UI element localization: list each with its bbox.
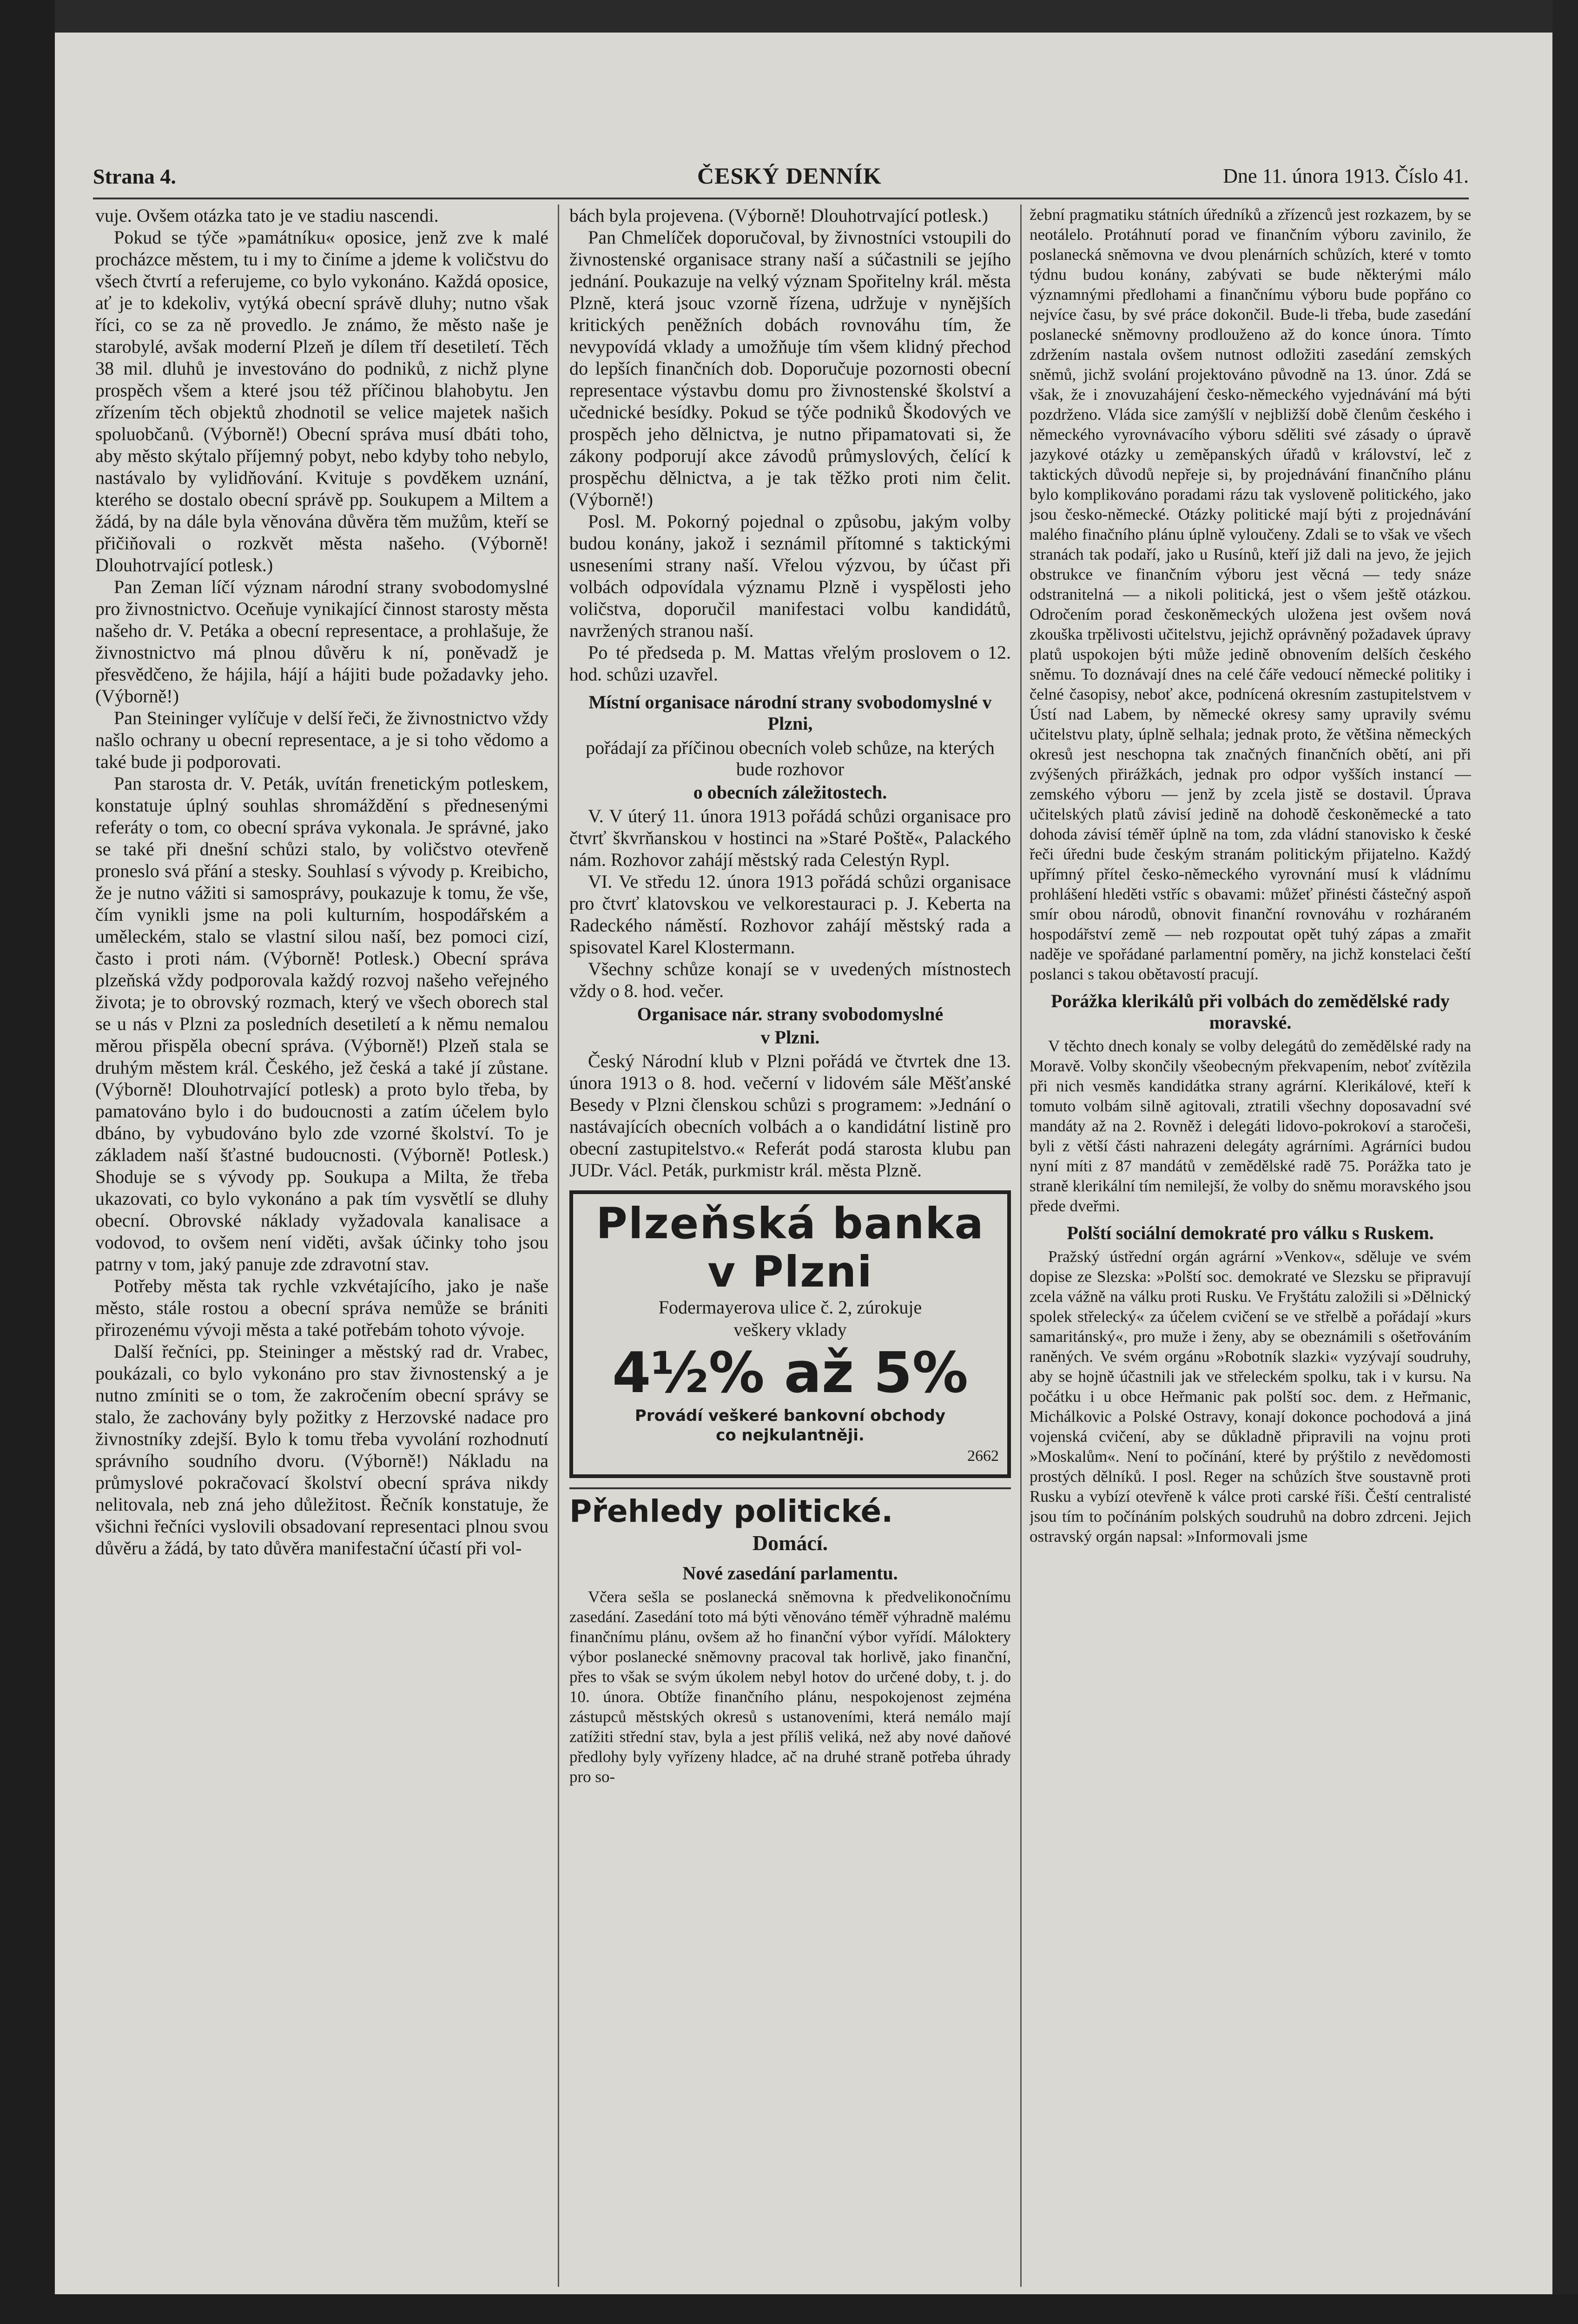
section-title: Přehledy politické. bbox=[569, 1487, 1011, 1530]
ad-number: 2662 bbox=[967, 1447, 999, 1465]
paragraph: Pan Chmelíček doporučoval, by živnostníci vstoupili do živnostenské organisace strany naší a súčastnili se jejího jednání. Poukazuje na velký význam Spořitelny král. města Plzně, která jsouc vzorně řízena, udržuje v nynějších kritických peněžních dobách rovnováhu tím, že nevypovídá vklady a umožňuje tím všem klidný přechod do lepších finančních dob. Doporučuje pozornosti obecní representace výstavbu domu pro živnostenské školství a učednické besídky. Pokud se týče podniků Škodových ve prospěch jeho dělnictva, je nutno připamatovati si, že zákony podporují akce závodů průmyslových, čelící k prospěchu dělnictva, a je tak těžko proti nim čelit. (Výborně!) bbox=[569, 227, 1011, 510]
paragraph: Český Národní klub v Plzni pořádá ve čtvrtek dne 13. února 1913 o 8. hod. večerní v lidovém sále Měšťanské Besedy v Plzni členskou schůzi s programem: »Jednání o nastávajících obecních volbách a o kandidátní listině pro obecní zastupitelstvo.« Referát podá starosta klubu pan JUDr. Václ. Peták, purkmistr král. města Plzně. bbox=[569, 1050, 1011, 1181]
column-3 bbox=[1030, 205, 1471, 2287]
paragraph: Pokud se týče »památníku« oposice, jenž zve k malé procházce městem, tu i my to činíme a jdeme k voličstvu do všech čtvrtí a referujeme, co bylo vykonáno. Každá oposice, ať je to kdekoliv, vytýká obecní správě dluhy; nutno však říci, co se za ně provedlo. Je známo, že město naše je starobylé, avšak moderní Plzeň je dílem tří desetiletí. Těch 38 mil. dluhů je investováno do podniků, z nichž plyne prospěch všem a které jsou též příčinou blahobytu. Jen zřízením těch objektů zhodnotil se velice majetek našich spoluobčanů. (Výborně!) Obecní správa musí dbáti toho, aby město skýtalo příjemný pobyt, nebo kdyby toho nebylo, nastávalo by vylidňování. Kvituje s povděkem uznání, kterého se dostalo obecní správě pp. Soukupem a Miltem a žádá, by na dále byla věnována důvěra těm mužům, kteří se přičiňovali o rozkvět města našeho. (Výborně! Dlouhotrvající potlesk.) bbox=[95, 227, 548, 575]
paragraph: V. V úterý 11. února 1913 pořádá schůzi organisace pro čtvrť škvrňanskou v hostinci na »Staré Poště«, Palackého nám. Rozhovor zahájí městský rada Celestýn Rypl. bbox=[569, 805, 1011, 870]
column-divider bbox=[558, 205, 559, 2287]
ad-footer: co nejkulantněji. bbox=[716, 1426, 865, 1445]
paragraph: Další řečníci, pp. Steininger a městský rad dr. Vrabec, poukázali, co bylo vykonáno pro stav živnostenský a je nutno zmíniti se o tom, že zakročením obecní správy se stalo, že zachovány byly požitky z Herzovské nadace pro živnostníky zdejší. Bylo k tomu třeba vyvolání rozhodnutí správního soudního dvoru. (Výborně!) Nákladu na průmyslové pokračovací školství obecní správa nikdy nelitovala, neb zná jeho důležitost. Řečník konstatuje, že všichni řečníci vyslovili obsadovaní representaci plnou svou důvěru a žádá, by tato důvěra manifestační účastí při vol- bbox=[95, 1341, 548, 1558]
paragraph: Pan Zeman líčí význam národní strany svobodomyslné pro živnostnictvo. Oceňuje vynikající činnost starosty města našeho dr. V. Petáka a obecní representace, a prohlašuje, že živnostnictvo má plnou důvěru k ní, poněvadž je přesvědčeno, že hájila, hájí a hájiti bude požadavky jeho. (Výborně!) bbox=[95, 576, 548, 706]
masthead-title: ČESKÝ DENNÍK bbox=[697, 163, 882, 189]
article-title: Nové zasedání parlamentu. bbox=[682, 1563, 898, 1584]
notice-signature: Organisace nár. strany svobodomyslné bbox=[637, 1004, 944, 1024]
ad-interest-rate: 4½% až 5% bbox=[612, 1341, 969, 1406]
paragraph: Pan Steininger vylíčuje v delší řeči, že živnostnictvo vždy našlo ochrany u obecní representace, a je si toho vědomo a také bude ji podporovati. bbox=[95, 707, 548, 772]
column-2 bbox=[569, 205, 1011, 2287]
ad-title: v Plzni bbox=[707, 1247, 873, 1297]
page-number: Strana 4. bbox=[93, 165, 176, 188]
paragraph: Pražský ústřední orgán agrární »Venkov«, sděluje ve svém dopise ze Slezska: »Polští soc. demokraté ve Slezsku se připravují zcela vážně na válku proti Rusku. Ve Fryštátu založili si »Dělnický spolek střelecký« za účelem cvičení se ve střelbě a pořádají »kurs samaritánský«, pro muže i ženy, aby se obeznámili s ošetřováním raněných. Ve svém orgánu »Robotník slazki« vyzývají soudruhy, aby se hojně účastnili jak ve střeleckém spolku, tak i v kursu. Na počátku i u obce Heřmanic pak polští soc. dem. z Heřmanic, Michálkovic a Polské Ostravy, konají dokonce pochodová a jiná vojenská cvičení, aby se důkladně připravili na vojnu proti »Moskalům«. Není to počínání, které by prýštilo z nevědomosti prostých dělníků. I posl. Reger na schůzích štve soustavně proti Rusku a vybízí otevřeně k válce proti carské říši. Čeští centralisté jsou tím to počínáním polských soudruhů na dobro zdrceni. Jejich ostravský orgán napsal: »Informovali jsme bbox=[1030, 1248, 1471, 1545]
notice-signature: v Plzni. bbox=[760, 1027, 820, 1048]
ad-footer: Provádí veškeré bankovní obchody bbox=[634, 1406, 946, 1425]
paragraph: žební pragmatiku státních úředníků a zřízenců jest rozkazem, by se neotálelo. Protáhnutí porad ve finančním výboru zavinilo, že poslanecká sněmovna ve dvou plenárních schůzích, které v tomto týdnu budou konány, zabývati se bude některými málo významnými předlohami a finančnímu výboru bude popřáno co nejvíce času, by své práce dokončil. Bude-li třeba, bude zasedání poslanecké sněmovny prodlouženo až do konce února. Tímto zdržením nastala ovšem nutnost odložiti zasedání zemských sněmů, jichž svolání projektováno původně na 13. únor. Zdá se však, že i znovuzahájení česko-německého vyjednávání má býti pozdrženo. Vláda sice zamýšlí v nejbližší době členům českého i německého vyrovnávacího výboru sděliti své zásady o úpravě jazykové otázky u zeměpanských úřadů v království, leč z taktických důvodů nepřeje si, by projednávání finančního plánu bylo komplikováno poradami rázu tak vysloveně politického, jako jsou česko-německé. Otázky politické mají býti z projednávání malého finačního plánu úplně vyloučeny. Zdali se to však ve všech stranách tak podaří, jako u Rusínů, kteří již dali na jevo, že jejich obstrukce ve finančním výboru jest věcná — tedy snáze odstranitelná — a nikoli politická, jest o všem ještě otázkou. Odročením porad českoněmeckých uložena jest ovšem nová zkouška trpělivosti učitelstvu, jejichž oprávněný požadavek úpravy platů uspokojen býti může jedině obnovením delších českého sněmu. To doznávají dnes na celé čáře vedoucí německé politiky i čelné časopisy, neboť akce, podnícená okresním zastupitelstvem v Ústí nad Labem, by německé okresy samy upravily svému učitelstvu platy, úplně selhala; jednak proto, že většina německých okresů jest neschopna tak značných finančních obětí, ani při zvýšených přirážkách, jednak pro odpor vyšších instancí — zemského výboru — jenž by zcela jistě se dostavil. Úprava učitelských platů závisí jedině na dohodě českoněmecké a tato dohoda závisí téměř úplně na tom, zda vládní stanovisko k české řeči úředni bude českým stranám politickým přijatelno. Každý upřímný přítel česko-německého vyrovnání musí k vládnímu prohlášení hleděti vstříc s obavami: můžeť přinésti částečný aspoň smír obou národů, obnovit finanční rovnováhu v rozháraném hospodářství země — neb rozpoutat opět tuhý zápas a zmařit naděje ve spořádané parlamentní poměry, na jichž konstelaci čeští poslanci s takou obětavostí pracují. bbox=[1030, 205, 1471, 983]
paragraph: bách byla projevena. (Výborně! Dlouhotrvající potlesk.) bbox=[569, 205, 988, 226]
date-issue: Dne 11. února 1913. Číslo 41. bbox=[1223, 165, 1469, 187]
scan-border-left bbox=[0, 0, 55, 2324]
notice-subtitle: o obecních záležitostech. bbox=[693, 782, 887, 803]
ad-deposits: veškery vklady bbox=[733, 1319, 847, 1340]
scan-border-top bbox=[0, 0, 1578, 33]
ad-address: Fodermayerova ulice č. 2, zúrokuje bbox=[658, 1297, 922, 1318]
column-1 bbox=[95, 205, 548, 2287]
notice-title: Místní organisace národní strany svobodomyslné v Plzni, bbox=[588, 692, 992, 734]
paragraph: Včera sešla se poslanecká sněmovna k předvelikonočnímu zasedání. Zasedání toto má býti věnováno téměř výhradně malému finančnímu plánu, ovšem až ho finanční výbor vyřídí. Máloktery výbor poslanecké sněmovny pracoval tak horlivě, jako finanční, přes to však se svým úkolem nebyl hotov do určené doby, t. j. do 10. února. Obtíže finančního plánu, nespokojenost zejména zástupců městských okresů s ustanoveními, která nemálo mají zatížiti střední stav, byla a jest příliš veliká, než aby nové daňové předlohy byly vyřízeny hladce, ač na druhé straně potřeba úhrady pro so- bbox=[569, 1588, 1011, 1786]
page-header bbox=[93, 160, 1469, 199]
subsection-title: Domácí. bbox=[752, 1531, 828, 1555]
bank-advertisement bbox=[569, 1190, 1011, 1478]
paragraph: Pan starosta dr. V. Peták, uvítán frenetickým potleskem, konstatuje úplný souhlas shromáždění s přednesenými referáty o tom, co obecní správa vykonala. Je správné, jako se také při dnešní schůzi stalo, by voličstvo otevřeně proneslo svá přání a stesky. Souhlasí s vývody p. Kreibicho, že je nutno vážiti si samosprávy, poukazuje k tomu, že vše, čím vynikli jsme na poli kulturním, hospodářském a uměleckém, stalo se vlastní silou naší, bez pomoci cizí, často i proti nám. (Výborně! Potlesk.) Obecní správa plzeňská vždy podporovala každý rozvoj našeho veřejného života; je to obrovský rozmach, který ve všech oborech stal se u nás v Plzni za posledních desetiletí a k němu nemalou měrou přispěla obecní správa. (Výborně!) Plzeň stala se druhým městem král. Českého, jež česká a také jí zůstane. (Výborně! Dlouhotrvající potlesk) a proto bylo třeba, by pamatováno bylo i do budoucnosti a zatím účelem bylo dbáno, by vybudováno bylo zde vzorné školství. To je základem naší šťastné budoucnosti. (Výborně! Potlesk.) Shoduje se s vývody pp. Soukupa a Milta, že třeba ukazovati, co bylo vykonáno a pak tím vysvětlí se dluhy obecní. Obrovské náklady vyžadovala kanalisace a vodovod, to ovšem není viděti, avšak účinky toho jsou patrny v tom, jaký panuje zde zdravotní stav. bbox=[95, 773, 548, 1274]
paragraph: Posl. M. Pokorný pojednal o způsobu, jakým volby budou konány, jakož i seznámil přítomné s taktickými usneseními strany naší. Vřelou výzvou, by účast při volbách odpovídala významu Plzně i vyspělosti jeho voličstva, doporučil manifestaci volbu kandidátů, navržených stranou naší. bbox=[569, 511, 1011, 641]
notice-subtitle: pořádají za příčinou obecních voleb schůze, na kterých bude rozhovor bbox=[586, 737, 995, 779]
paragraph: Všechny schůze konají se v uvedených místnostech vždy o 8. hod. večer. bbox=[569, 958, 1011, 1001]
paragraph: Po té předseda p. M. Mattas vřelým proslovem o 12. hod. schůzi uzavřel. bbox=[569, 642, 1011, 685]
paragraph: vuje. Ovšem otázka tato je ve stadiu nascendi. bbox=[95, 205, 439, 226]
paragraph: Potřeby města tak rychle vzkvétajícího, jako je naše město, stále rostou a obecní správa nemůže se brániti přirozenému vývoji města a také potřebám tohoto vývoje. bbox=[95, 1275, 548, 1340]
paragraph: VI. Ve středu 12. února 1913 pořádá schůzi organisace pro čtvrť klatovskou ve velkorestauraci p. J. Keberta na Radeckého náměstí. Rozhovor zahájí městský rada a spisovatel Karel Klostermann. bbox=[569, 871, 1011, 957]
scan-border-right bbox=[1552, 0, 1578, 2324]
scan-border-bottom bbox=[0, 2294, 1578, 2324]
column-divider bbox=[1020, 205, 1022, 2287]
article-title: Porážka klerikálů při volbách do zemědělské rady moravské. bbox=[1051, 990, 1450, 1033]
paragraph: V těchto dnech konaly se volby delegátů do zemědělské rady na Moravě. Volby skončily všeobecným překvapením, neboť zvítězila při nich vesměs kandidátka strany agrární. Klerikálové, kteří k tomuto volbám silně agitovali, ztratili všechny doposavadní své mandáty až na 2. Rovněž i delegáti lidovo-pokrokoví a staročeši, byli z větší části nahrazeni delegáty agrárními. Agrárníci budou nyní míti z 87 mandátů v zemědělské radě 75. Porážka tato je straně klerikální tím nemilejší, že volby do sněmu moravského jsou přede dveřmi. bbox=[1030, 1037, 1471, 1215]
ad-title: Plzeňská banka bbox=[596, 1199, 984, 1248]
article-title: Polští sociální demokraté pro válku s Ruskem. bbox=[1067, 1222, 1434, 1243]
